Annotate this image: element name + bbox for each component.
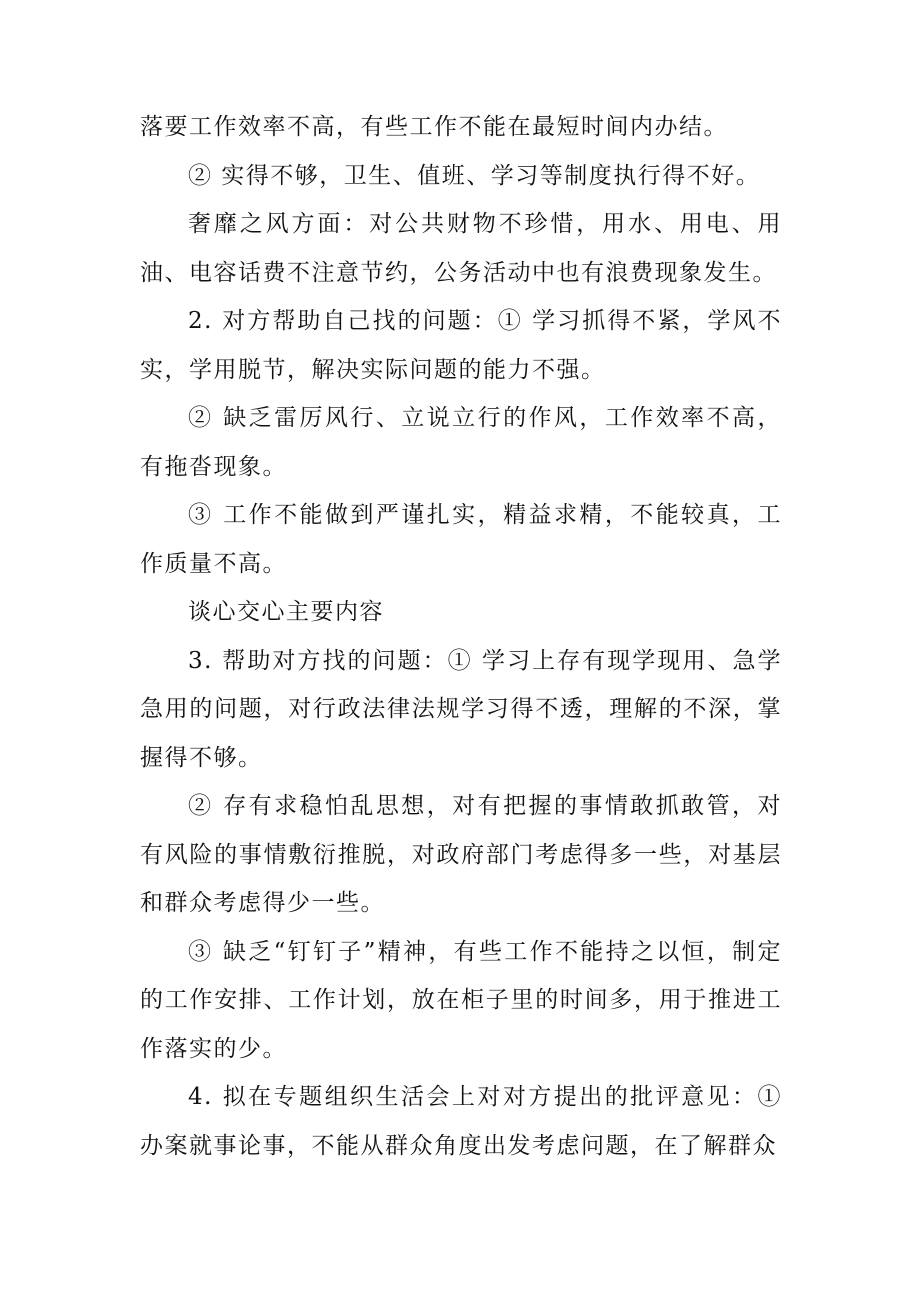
paragraph-11: 4. 拟在专题组织生活会上对对方提出的批评意见：① 办案就事论事，不能从群众角度出发考虑问题，在了解群众	[140, 1084, 782, 1159]
paragraph-9: ② 存有求稳怕乱思想，对有把握的事情敢抓敢管，对有风险的事情敷衍推脱，对政府部门考虑得多一些，对基层和群众考虑得少一些。	[140, 793, 782, 916]
paragraph-8: 3. 帮助对方找的问题：① 学习上存有现学现用、急学急用的问题，对行政法律法规学习得不透，理解的不深，掌握得不够。	[140, 647, 782, 771]
paragraph-3: 奢靡之风方面：对公共财物不珍惜，用水、用电、用油、电容话费不注意节约，公务活动中也有浪费现象发生。	[140, 211, 782, 286]
paragraph-6: ③ 工作不能做到严谨扎实，精益求精，不能较真，工作质量不高。	[140, 502, 782, 577]
document-body	[140, 103, 782, 1170]
paragraph-5: ② 缺乏雷厉风行、立说立行的作风，工作效率不高，有拖沓现象。	[140, 405, 782, 480]
paragraph-2: ② 实得不够，卫生、值班、学习等制度执行得不好。	[188, 162, 761, 189]
paragraph-1: 落要工作效率不高，有些工作不能在最短时间内办结。	[140, 114, 728, 140]
paragraph-10: ③ 缺乏“钉钉子”精神，有些工作不能持之以恒，制定的工作安排、工作计划，放在柜子里的时间多，用于推进工作落实的少。	[140, 938, 782, 1062]
section-heading: 谈心交心主要内容	[188, 599, 384, 625]
paragraph-4: 2. 对方帮助自己找的问题：① 学习抓得不紧，学风不实，学用脱节，解决实际问题的能力不强。	[140, 308, 782, 383]
